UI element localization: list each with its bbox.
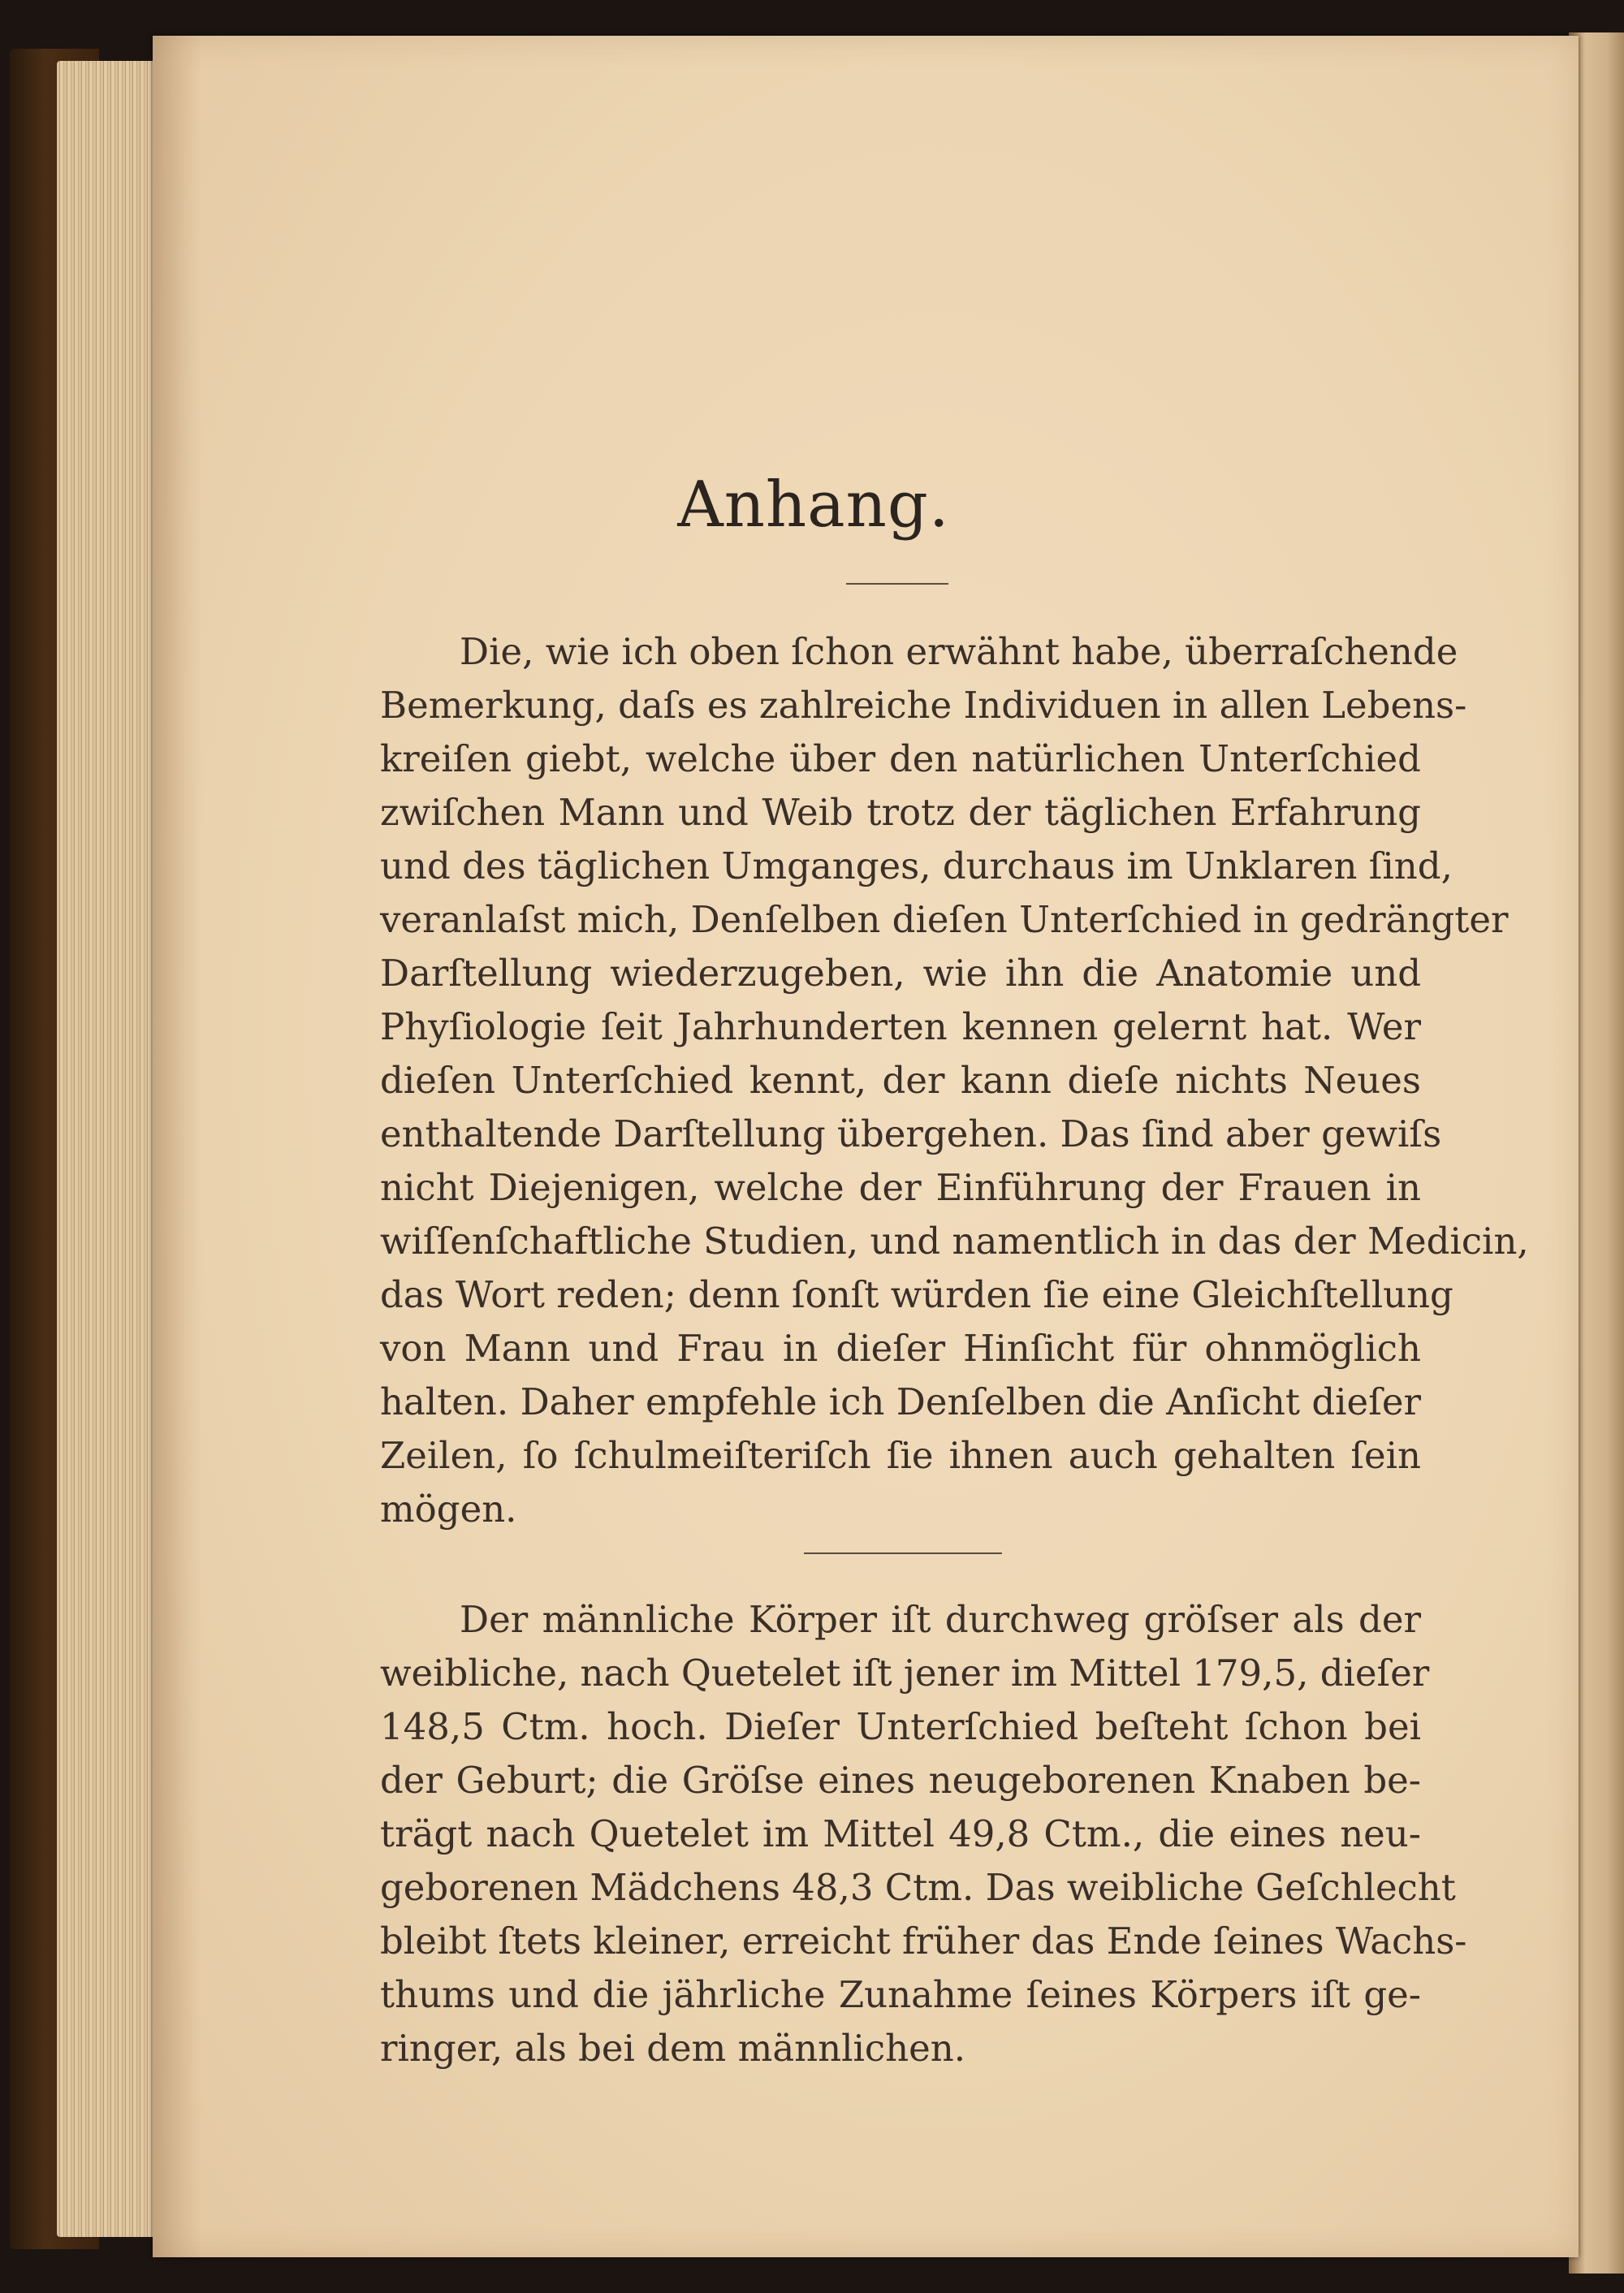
text-line: bleibt ſtets kleiner, erreicht früher das Ende ſeines Wachs- — [380, 1919, 1467, 1963]
text-line: nicht Diejenigen, welche der Einführung der Frauen in — [380, 1166, 1421, 1209]
text-line: mögen. — [380, 1488, 517, 1531]
text-line: zwiſchen Mann und Weib trotz der täglichen Erfahrung — [380, 791, 1421, 834]
text-line: Phyſiologie ſeit Jahrhunderten kennen gelernt hat. Wer — [380, 1005, 1421, 1048]
text-line: halten. Daher empfehle ich Denſelben die Anſicht dieſer — [380, 1380, 1421, 1423]
paragraph-2 — [380, 1593, 1467, 2075]
text-line: das Wort reden; denn ſonſt würden ſie eine Gleichſtellung — [380, 1273, 1453, 1316]
text-line: trägt nach Quetelet im Mittel 49,8 Ctm., die eines neu- — [380, 1812, 1421, 1855]
heading-divider — [846, 583, 948, 585]
text-line: enthaltende Darſtellung übergehen. Das ſind aber gewiſs — [380, 1112, 1442, 1155]
text-line: Zeilen, ſo ſchulmeiſteriſch ſie ihnen auch gehalten ſein — [380, 1434, 1421, 1477]
text-line: Darſtellung wiederzugeben, wie ihn die Anatomie und — [380, 952, 1421, 995]
text-line: und des täglichen Umganges, durchaus im Unklaren ſind, — [380, 844, 1453, 887]
text-line: Die, wie ich oben ſchon erwähnt habe, überraſchende — [460, 630, 1458, 673]
chapter-heading: Anhang. — [677, 469, 950, 542]
text-line: geborenen Mädchens 48,3 Ctm. Das weibliche Geſchlecht — [380, 1866, 1456, 1909]
page-edges — [57, 61, 162, 2237]
text-line: wiſſenſchaftliche Studien, und namentlich in das der Medicin, — [380, 1220, 1529, 1263]
paragraph-1 — [380, 625, 1529, 1536]
text-line: der Geburt; die Gröſse eines neugeborenen Knaben be- — [380, 1759, 1421, 1802]
text-line: 148,5 Ctm. hoch. Dieſer Unterſchied beſteht ſchon bei — [380, 1705, 1421, 1748]
text-line: veranlaſst mich, Denſelben dieſen Unterſchied in gedrängter — [380, 898, 1509, 941]
text-line: kreiſen giebt, welche über den natürlichen Unterſchied — [380, 737, 1421, 780]
text-line: von Mann und Frau in dieſer Hinſicht für ohnmöglich — [380, 1327, 1421, 1370]
text-line: ringer, als bei dem männlichen. — [380, 2027, 966, 2070]
text-line: Bemerkung, daſs es zahlreiche Individuen in allen Lebens- — [380, 684, 1467, 727]
section-divider — [804, 1552, 1002, 1554]
text-line: Der männliche Körper iſt durchweg gröſser als der — [460, 1598, 1421, 1641]
text-line: dieſen Unterſchied kennt, der kann dieſe nichts Neues — [380, 1059, 1421, 1102]
text-line: thums und die jährliche Zunahme ſeines Körpers iſt ge- — [380, 1973, 1421, 2016]
text-line: weibliche, nach Quetelet iſt jener im Mittel 179,5, dieſer — [380, 1652, 1430, 1695]
